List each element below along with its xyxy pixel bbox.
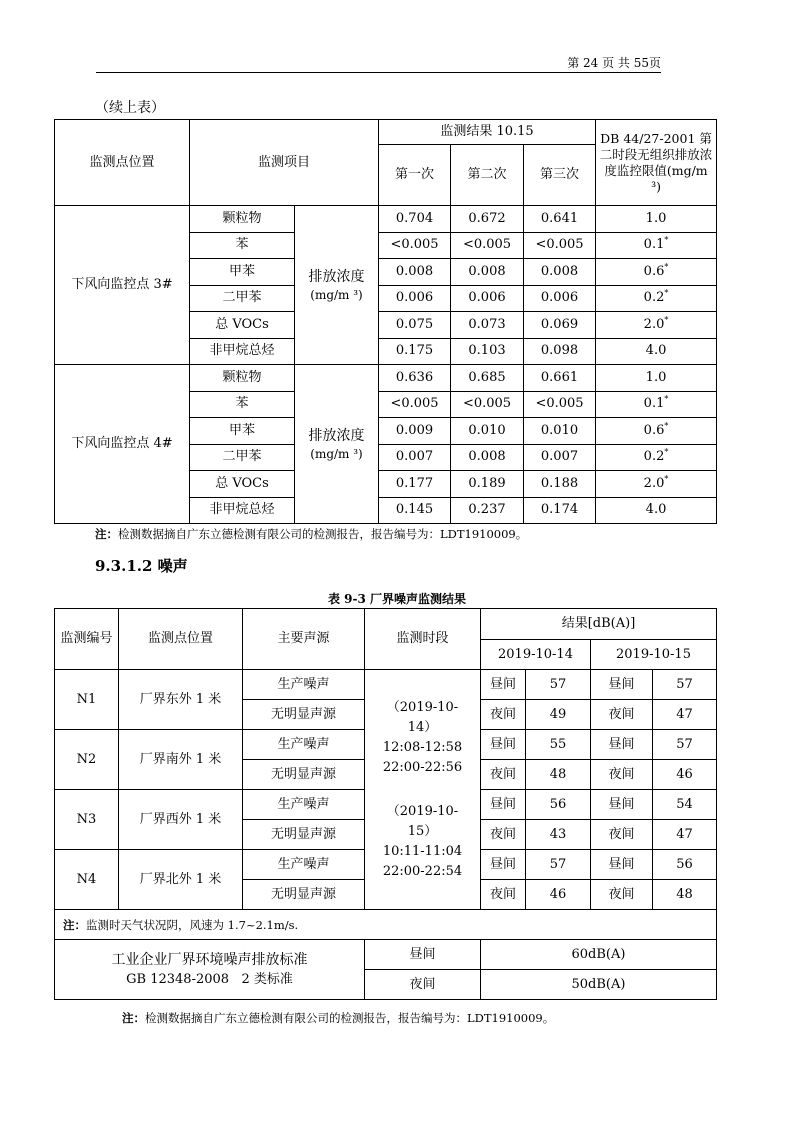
limit-number: 0.1 (643, 237, 665, 253)
header-noise-result: 结果[dB(A)] (481, 609, 717, 640)
day-label-1: 昼间 (481, 670, 526, 700)
limit-value (596, 444, 717, 471)
note-label: 注： (95, 527, 118, 541)
limit-number: 1.0 (645, 369, 667, 385)
limit-mark: * (664, 235, 669, 245)
day-label-2: 昼间 (591, 790, 653, 820)
pollutant-name: 苯 (190, 232, 295, 259)
concentration-unit: (mg/m ³) (310, 447, 363, 461)
limit-number: 0.1 (643, 396, 665, 412)
monitor-location: 下风向监控点 3# (55, 206, 190, 365)
day-label-2: 昼间 (591, 850, 653, 880)
header-result: 监测结果 10.15 (379, 120, 596, 145)
limit-value (596, 285, 717, 312)
day-source: 生产噪声 (243, 670, 365, 700)
point-location: 厂界东外 1 米 (119, 670, 243, 730)
period-line: 12:08-12:58 (382, 739, 463, 755)
table1-note (95, 526, 527, 542)
value-run-3: 0.008 (524, 259, 596, 286)
value-run-1: 0.008 (379, 259, 451, 286)
day-value-2: 56 (653, 850, 717, 880)
value-run-1: 0.177 (379, 471, 451, 498)
pollutant-name: 非甲烷总烃 (190, 497, 295, 524)
value-run-3: 0.006 (524, 285, 596, 312)
night-source: 无明显声源 (243, 880, 365, 910)
monitor-location: 下风向监控点 4# (55, 365, 190, 524)
noise-table (54, 608, 717, 1000)
limit-value (596, 418, 717, 445)
value-run-2: 0.006 (451, 285, 524, 312)
limit-mark: * (664, 315, 669, 325)
night-value-1: 46 (526, 880, 591, 910)
page-number: 第 24 页 共 55页 (567, 56, 661, 70)
period-line: （2019-10-14） (386, 699, 459, 735)
night-label-1: 夜间 (481, 880, 526, 910)
header-source: 主要声源 (243, 609, 365, 670)
header-limit: DB 44/27-2001 第二时段无组织排放浓度监控限值(mg/m ³) (596, 120, 717, 206)
section-heading: 9.3.1.2 噪声 (95, 557, 188, 575)
day-label-1: 昼间 (481, 850, 526, 880)
value-run-1: <0.005 (379, 391, 451, 418)
limit-mark: * (664, 394, 669, 404)
limit-number: 0.2 (643, 449, 665, 465)
pollutant-name: 二甲苯 (190, 444, 295, 471)
limit-mark: * (664, 447, 669, 457)
value-run-2: 0.008 (451, 444, 524, 471)
value-run-2: 0.672 (451, 206, 524, 233)
value-run-1: 0.006 (379, 285, 451, 312)
day-value-1: 56 (526, 790, 591, 820)
note-text: 检测数据摘自广东立德检测有限公司的检测报告，报告编号为：LDT1910009。 (118, 527, 528, 541)
limit-number: 2.0 (643, 316, 665, 332)
day-label-1: 昼间 (481, 790, 526, 820)
limit-value (596, 338, 717, 365)
standard-night-value: 50dB(A) (481, 970, 717, 1000)
limit-number: 0.6 (643, 422, 665, 438)
night-label-2: 夜间 (591, 820, 653, 850)
note-label: 注： (122, 1011, 145, 1025)
night-source: 无明显声源 (243, 760, 365, 790)
standard-line-1: 工业企业厂界环境噪声排放标准 (111, 951, 308, 968)
pollutant-name: 甲苯 (190, 418, 295, 445)
pollutant-name: 颗粒物 (190, 206, 295, 233)
limit-number: 4.0 (645, 343, 667, 359)
standard-day-value: 60dB(A) (481, 940, 717, 970)
pollutant-name: 甲苯 (190, 259, 295, 286)
pollutant-name: 总 VOCs (190, 471, 295, 498)
night-value-1: 49 (526, 700, 591, 730)
limit-mark: * (664, 288, 669, 298)
weather-text: 监测时天气状况阴，风速为 1.7~2.1m/s. (86, 917, 299, 932)
standard-day-label: 昼间 (365, 940, 481, 970)
emission-row (55, 365, 717, 392)
limit-number: 2.0 (643, 475, 665, 491)
header-run-2: 第二次 (451, 145, 524, 206)
night-value-2: 46 (653, 760, 717, 790)
day-label-1: 昼间 (481, 730, 526, 760)
header-id: 监测编号 (55, 609, 119, 670)
night-label-1: 夜间 (481, 760, 526, 790)
noise-row-day (55, 670, 717, 700)
value-run-1: 0.175 (379, 338, 451, 365)
limit-value (596, 259, 717, 286)
value-run-1: 0.636 (379, 365, 451, 392)
limit-number: 1.0 (645, 210, 667, 226)
table2-note (122, 1010, 554, 1026)
value-run-3: 0.098 (524, 338, 596, 365)
period-line: 22:00-22:56 (382, 759, 463, 775)
limit-mark: * (664, 474, 669, 484)
value-run-3: 0.010 (524, 418, 596, 445)
header-location: 监测点位置 (55, 120, 190, 206)
limit-mark: * (664, 262, 669, 272)
night-label-1: 夜间 (481, 820, 526, 850)
day-value-1: 57 (526, 670, 591, 700)
pollutant-name: 总 VOCs (190, 312, 295, 339)
point-id: N3 (55, 790, 119, 850)
limit-value (596, 497, 717, 524)
night-value-1: 43 (526, 820, 591, 850)
weather-label: 注： (63, 917, 86, 932)
night-label-1: 夜间 (481, 700, 526, 730)
header-date-2: 2019-10-15 (591, 640, 717, 670)
header-period: 监测时段 (365, 609, 481, 670)
point-id: N4 (55, 850, 119, 910)
day-value-2: 54 (653, 790, 717, 820)
day-label-2: 昼间 (591, 730, 653, 760)
header-run-1: 第一次 (379, 145, 451, 206)
day-source: 生产噪声 (243, 730, 365, 760)
value-run-3: 0.188 (524, 471, 596, 498)
night-source: 无明显声源 (243, 820, 365, 850)
day-label-2: 昼间 (591, 670, 653, 700)
note-text: 检测数据摘自广东立德检测有限公司的检测报告，报告编号为：LDT1910009。 (145, 1011, 555, 1025)
limit-number: 4.0 (645, 502, 667, 518)
emission-row (55, 206, 717, 233)
value-run-3: <0.005 (524, 391, 596, 418)
concentration-unit: (mg/m ³) (310, 288, 363, 302)
limit-value (596, 206, 717, 233)
standard-line-2: GB 12348-2008 2 类标准 (126, 971, 293, 987)
value-run-3: 0.661 (524, 365, 596, 392)
header-date-1: 2019-10-14 (481, 640, 591, 670)
value-run-2: 0.103 (451, 338, 524, 365)
day-value-2: 57 (653, 670, 717, 700)
value-run-2: 0.189 (451, 471, 524, 498)
value-run-1: 0.009 (379, 418, 451, 445)
day-value-1: 55 (526, 730, 591, 760)
value-run-2: 0.685 (451, 365, 524, 392)
value-run-1: 0.007 (379, 444, 451, 471)
value-run-2: 0.010 (451, 418, 524, 445)
day-value-1: 57 (526, 850, 591, 880)
limit-value (596, 471, 717, 498)
pollutant-name: 颗粒物 (190, 365, 295, 392)
monitor-period (365, 670, 481, 910)
point-id: N2 (55, 730, 119, 790)
night-value-1: 48 (526, 760, 591, 790)
header-run-3: 第三次 (524, 145, 596, 206)
limit-number: 0.6 (643, 263, 665, 279)
night-value-2: 47 (653, 820, 717, 850)
period-line: （2019-10-15） (386, 803, 459, 839)
value-run-1: 0.075 (379, 312, 451, 339)
page-header (96, 55, 661, 73)
value-run-3: 0.069 (524, 312, 596, 339)
value-run-3: <0.005 (524, 232, 596, 259)
table2-caption: 表 9-3 厂界噪声监测结果 (327, 592, 467, 606)
header-point-location: 监测点位置 (119, 609, 243, 670)
period-line: 22:00-22:54 (382, 863, 463, 879)
concentration-label (295, 206, 379, 365)
value-run-3: 0.007 (524, 444, 596, 471)
limit-value (596, 391, 717, 418)
night-label-2: 夜间 (591, 700, 653, 730)
day-value-2: 57 (653, 730, 717, 760)
point-id: N1 (55, 670, 119, 730)
concentration-title: 排放浓度 (308, 269, 365, 285)
value-run-1: <0.005 (379, 232, 451, 259)
standard-name (55, 940, 365, 1000)
header-item: 监测项目 (190, 120, 379, 206)
value-run-2: 0.073 (451, 312, 524, 339)
concentration-label (295, 365, 379, 524)
point-location: 厂界西外 1 米 (119, 790, 243, 850)
value-run-1: 0.704 (379, 206, 451, 233)
value-run-2: <0.005 (451, 391, 524, 418)
limit-value (596, 232, 717, 259)
night-label-2: 夜间 (591, 760, 653, 790)
period-line: 10:11-11:04 (382, 843, 463, 859)
pollutant-name: 二甲苯 (190, 285, 295, 312)
continued-label: （续上表） (95, 100, 165, 116)
night-source: 无明显声源 (243, 700, 365, 730)
weather-note (55, 910, 717, 940)
day-source: 生产噪声 (243, 790, 365, 820)
value-run-2: 0.008 (451, 259, 524, 286)
limit-value (596, 365, 717, 392)
limit-value (596, 312, 717, 339)
point-location: 厂界南外 1 米 (119, 730, 243, 790)
standard-night-label: 夜间 (365, 970, 481, 1000)
value-run-2: <0.005 (451, 232, 524, 259)
pollutant-name: 非甲烷总烃 (190, 338, 295, 365)
concentration-title: 排放浓度 (308, 428, 365, 444)
pollutant-name: 苯 (190, 391, 295, 418)
value-run-1: 0.145 (379, 497, 451, 524)
point-location: 厂界北外 1 米 (119, 850, 243, 910)
night-value-2: 47 (653, 700, 717, 730)
limit-mark: * (664, 421, 669, 431)
emission-table (54, 119, 717, 524)
night-value-2: 48 (653, 880, 717, 910)
value-run-3: 0.641 (524, 206, 596, 233)
night-label-2: 夜间 (591, 880, 653, 910)
value-run-3: 0.174 (524, 497, 596, 524)
value-run-2: 0.237 (451, 497, 524, 524)
day-source: 生产噪声 (243, 850, 365, 880)
limit-number: 0.2 (643, 290, 665, 306)
